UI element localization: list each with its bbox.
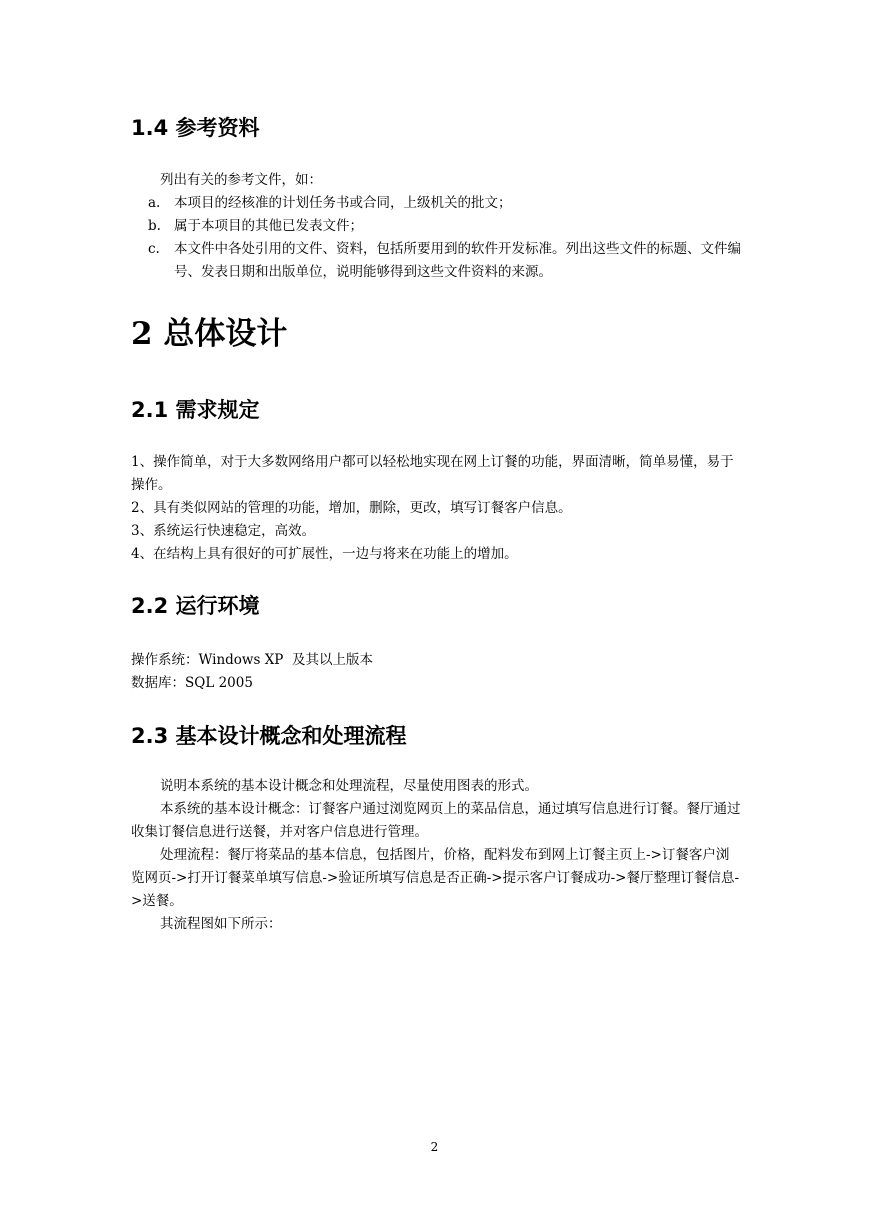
section-2-1-body <box>131 451 741 566</box>
section-2-3-body <box>131 775 741 936</box>
section-2-2 <box>131 592 741 620</box>
list-item-text: 本项目的经核准的计划任务书或合同，上级机关的批文； <box>174 195 512 211</box>
reference-intro: 列出有关的参考文件，如： <box>160 172 322 188</box>
chapter-2 <box>131 314 741 354</box>
list-item-text: 属于本项目的其他已发表文件； <box>174 218 363 234</box>
list-marker: a. <box>148 195 161 211</box>
section-2-2-body <box>131 649 741 695</box>
requirement-paragraph: 2、具有类似网站的管理的功能，增加，删除，更改，填写订餐客户信息。 <box>131 500 572 516</box>
design-paragraph: 本系统的基本设计概念：订餐客户通过浏览网页上的菜品信息，通过填写信息进行订餐。餐厅通过收集订餐信息进行送餐，并对客户信息进行管理。 <box>131 801 741 840</box>
requirement-paragraph: 3、系统运行快速稳定，高效。 <box>131 523 316 539</box>
page-number: 2 <box>430 1140 439 1154</box>
reference-item <box>131 238 741 284</box>
heading-2: 2 总体设计 <box>131 316 288 352</box>
heading-2-2: 2.2 运行环境 <box>131 594 260 618</box>
section-1-4 <box>131 114 741 142</box>
section-2-1 <box>131 396 741 424</box>
list-marker: c. <box>148 241 160 257</box>
design-paragraph: 其流程图如下所示： <box>160 916 282 932</box>
heading-1-4: 1.4 参考资料 <box>131 116 260 140</box>
design-paragraph: 说明本系统的基本设计概念和处理流程，尽量使用图表的形式。 <box>160 778 538 794</box>
heading-2-1: 2.1 需求规定 <box>131 398 260 422</box>
section-2-3 <box>131 722 741 750</box>
requirement-paragraph: 4、在结构上具有很好的可扩展性，一边与将来在功能上的增加。 <box>131 546 518 562</box>
environment-line: 操作系统：Windows XP 及其以上版本 <box>131 652 373 668</box>
reference-item <box>131 215 741 238</box>
heading-2-3: 2.3 基本设计概念和处理流程 <box>131 724 407 748</box>
environment-line: 数据库：SQL 2005 <box>131 675 253 691</box>
list-marker: b. <box>148 218 161 234</box>
requirement-paragraph: 1、操作简单，对于大多数网络用户都可以轻松地实现在网上订餐的功能，界面清晰，简单易懂，易于操作。 <box>131 454 734 493</box>
list-item-text: 本文件中各处引用的文件、资料，包括所要用到的软件开发标准。列出这些文件的标题、文件编号、发表日期和出版单位，说明能够得到这些文件资料的来源。 <box>174 241 741 280</box>
reference-item <box>131 192 741 215</box>
section-1-4-body <box>131 169 741 284</box>
design-paragraph: 处理流程：餐厅将菜品的基本信息，包括图片，价格，配料发布到网上订餐主页上->订餐客户浏览网页->打开订餐菜单填写信息->验证所填写信息是否正确->提示客户订餐成功->餐厅整理订餐信息->送餐。 <box>131 847 740 909</box>
